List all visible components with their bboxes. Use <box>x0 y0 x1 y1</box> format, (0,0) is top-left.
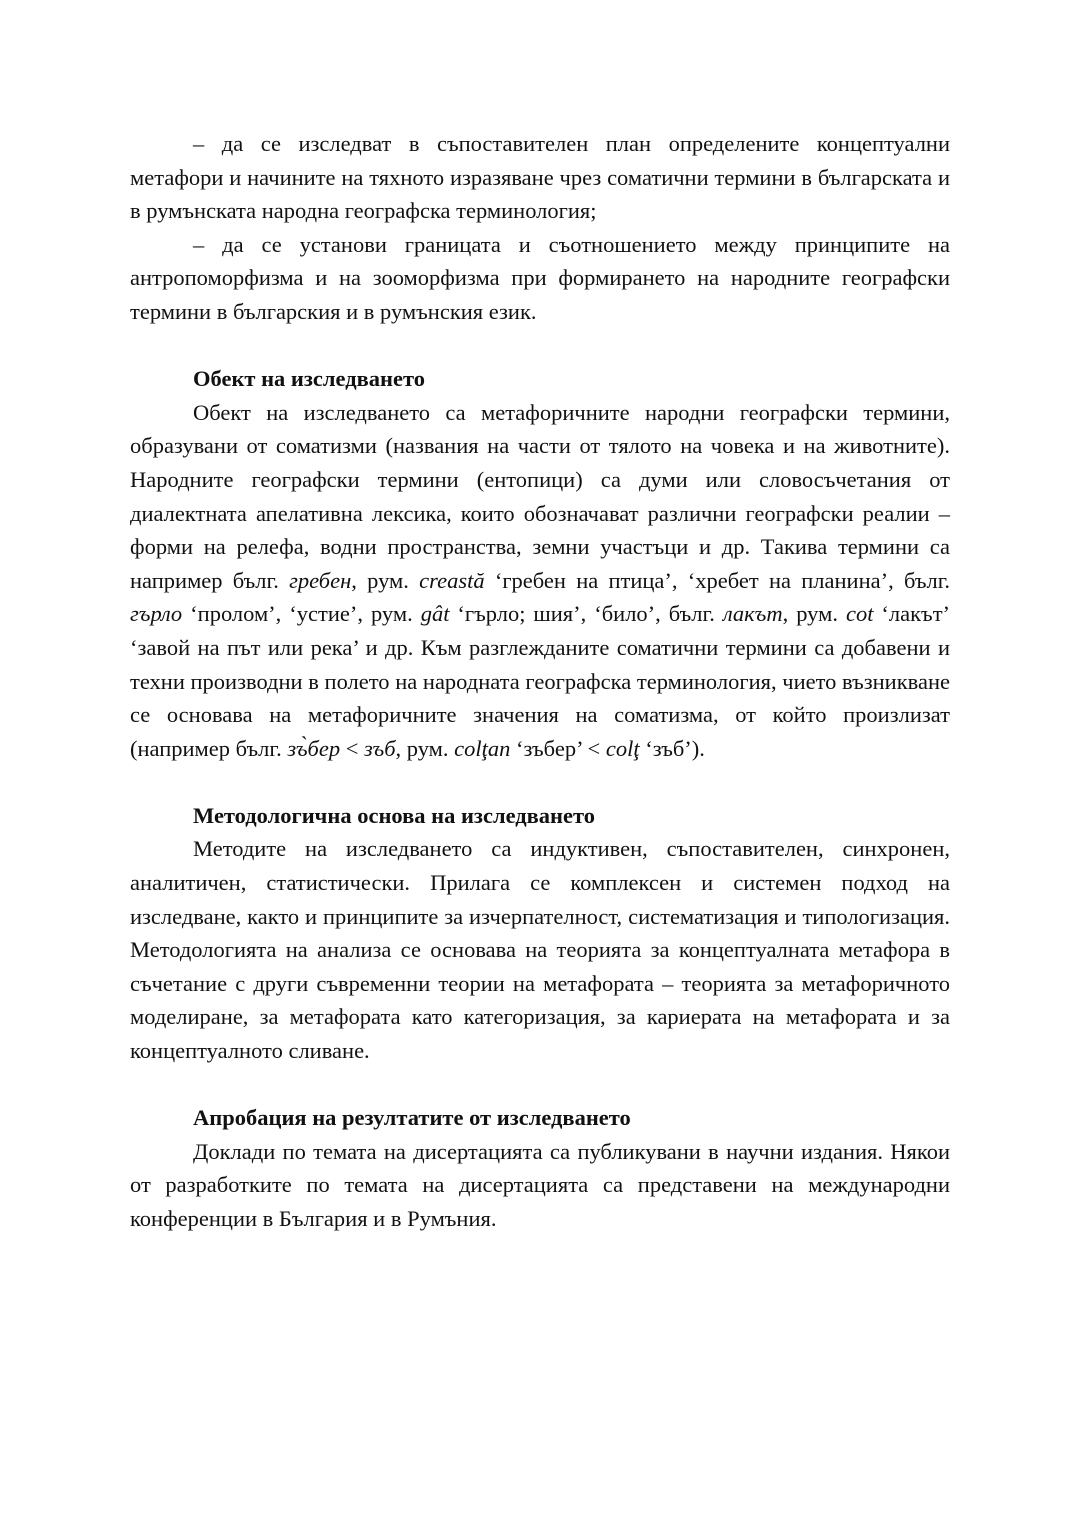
spacer <box>130 1068 950 1102</box>
approbation-paragraph: Доклади по темата на дисертацията са публикувани в научни издания. Някои от разработките по темата на дисертацията са представени на международни конференции в България и в Румъния. <box>130 1138 950 1231</box>
spacer <box>130 765 950 799</box>
section-heading-approbation: Апробация на резултатите от изследването <box>193 1105 631 1131</box>
document-page <box>130 127 950 1236</box>
object-paragraph: Обект на изследването са метафоричните народни географски термини, образувани от соматизми (названия на части от тялото на човека и на животните). Народните географски термини (ентопици) са думи или словосъчетания от диалектната апелативна лексика, които обозначават различни географски реалии – форми на релефа, водни пространства, земни участъци и др. Такива термини са например бълг. гребен, рум. creastă ‘гребен на птица’, ‘хребет на планина’, бълг. гърло ‘пролом’, ‘устие’, рум. gât ‘гърло; шия’, ‘било’, бълг. лакът, рум. cot ‘лакът’ ‘завой на път или река’ и др. Към разглежданите соматични термини са добавени и техни производни в полето на народната географска терминология, чието възникване се основава на метафоричните значения на соматизма, от който произлизат (например бълг. зъ̀бер < зъб, рум. colţan ‘зъбер’ < colţ ‘зъб’). <box>130 399 951 761</box>
goal-item: – да се изследват в съпоставителен план определените концептуални метафори и начините на тяхното изразяване чрез соматични термини в българската и в румънската народна географска терминология; <box>130 131 950 224</box>
spacer <box>130 329 950 363</box>
section-heading-method: Методологична основа на изследването <box>193 802 596 828</box>
goal-item: – да се установи границата и съотношението между принципите на антропоморфизма и на зооморфизма при формирането на народните географски термини в българския и в румънския език. <box>130 231 950 324</box>
method-paragraph: Методите на изследването са индуктивен, съпоставителен, синхронен, аналитичен, статистически. Прилага се комплексен и системен подход на изследване, както и принципите за изчерпателност, систематизация и типологизация. Методологията на анализа се основава на теорията за концептуалната метафора в съчетание с други съвременни теории на метафората – теорията за метафоричното моделиране, за метафората като категоризация, за кариерата на метафората и за концептуалното сливане. <box>130 836 950 1064</box>
section-heading-object: Обект на изследването <box>193 366 425 392</box>
